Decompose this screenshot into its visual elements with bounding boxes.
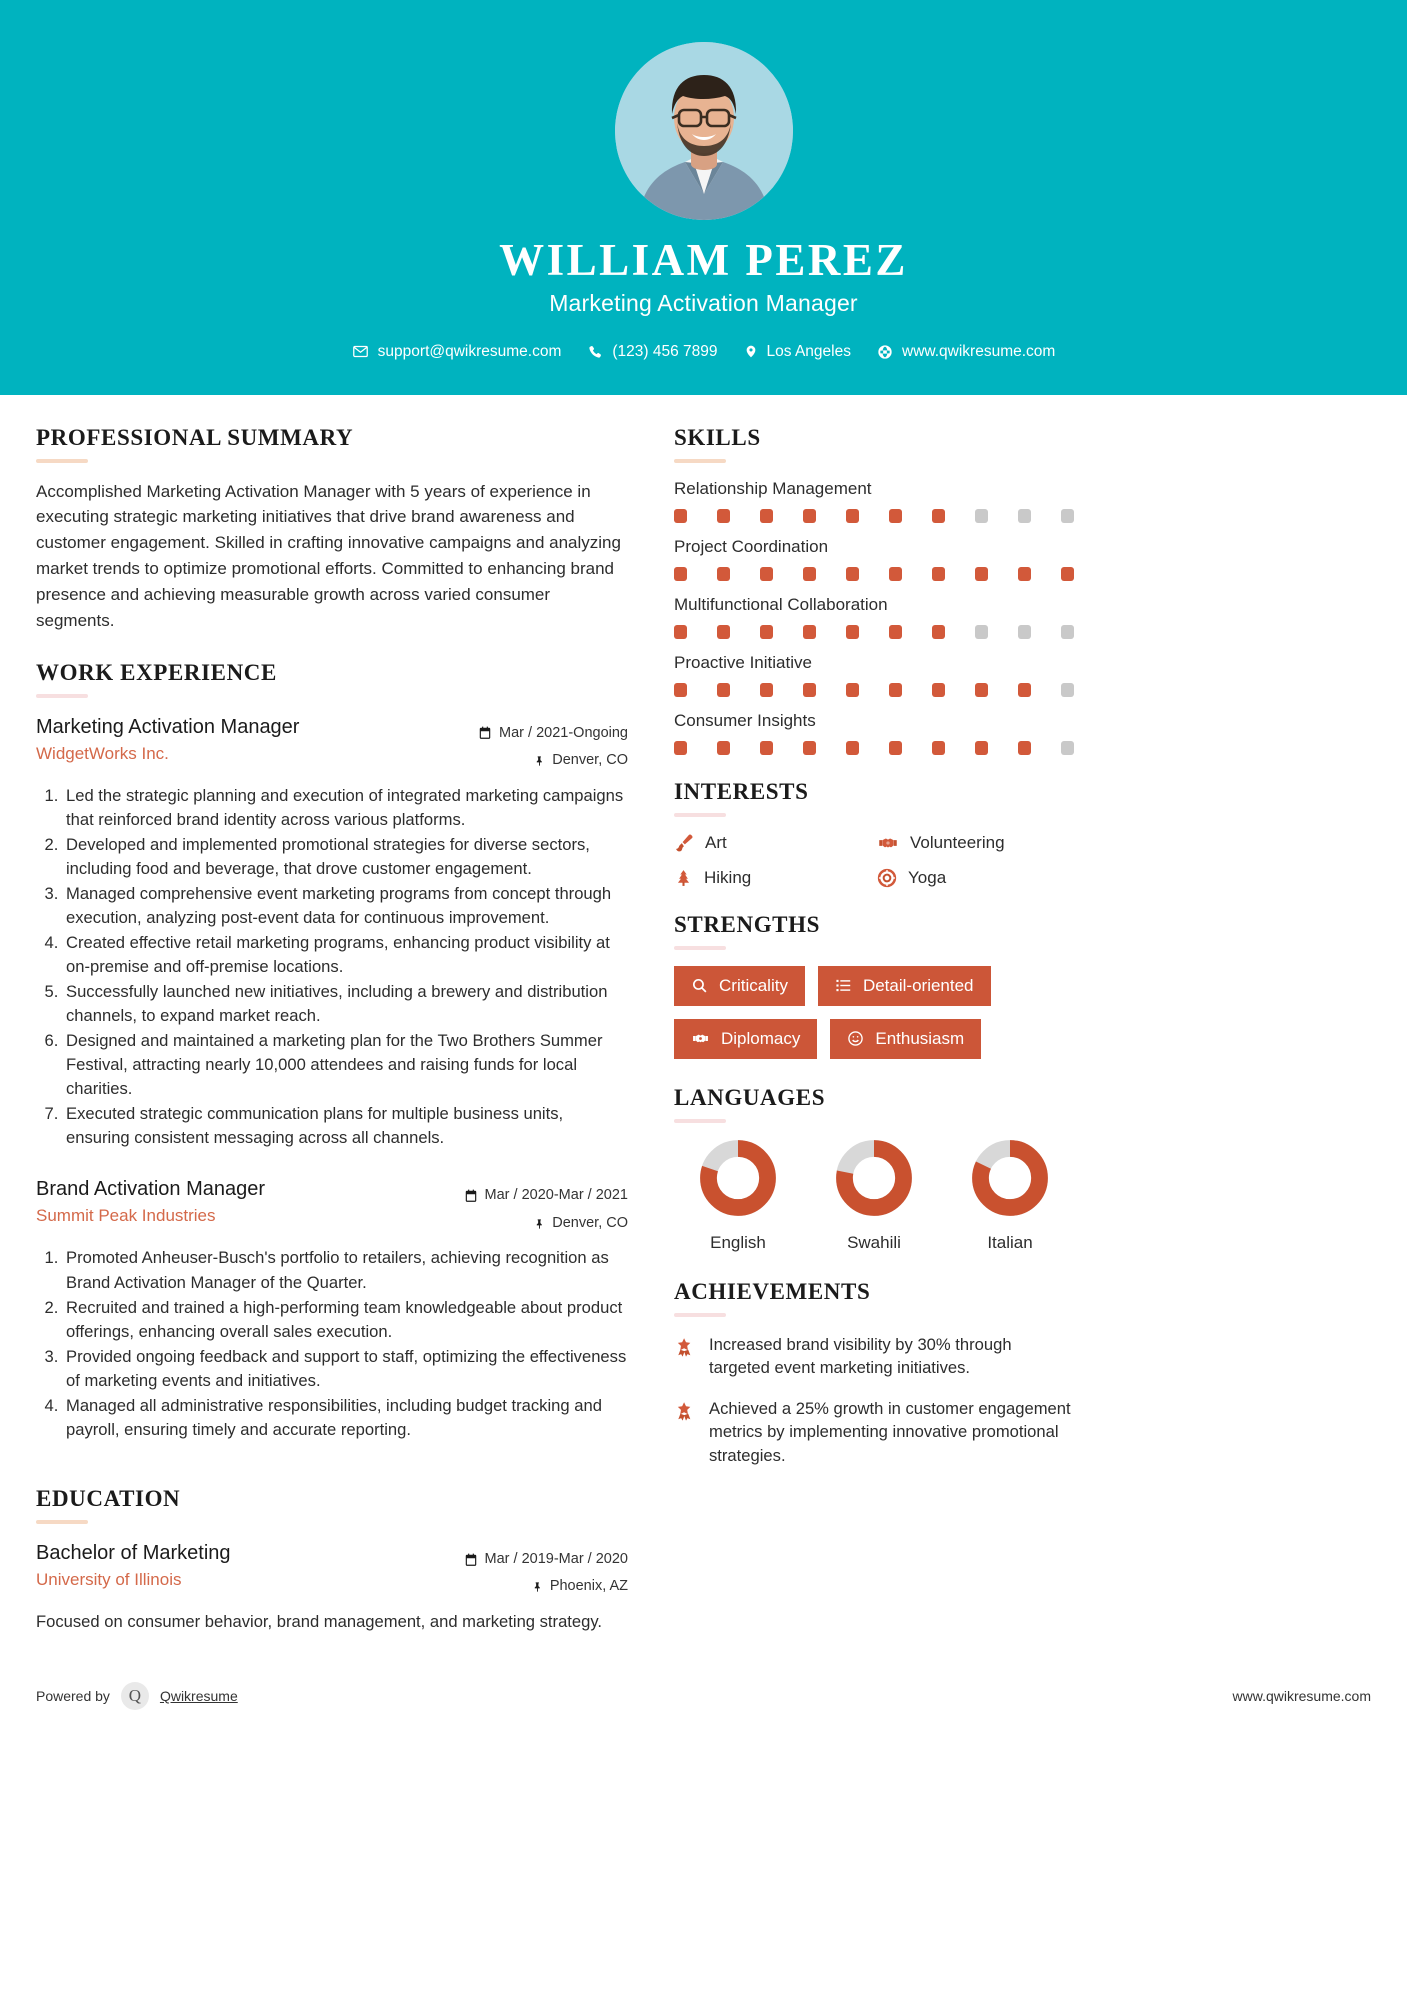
skill-dot-filled <box>674 683 687 697</box>
work-dates-line <box>464 1182 628 1210</box>
section-rule <box>674 1119 726 1123</box>
work-role: Brand Activation Manager <box>36 1178 266 1201</box>
skill-label: Proactive Initiative <box>674 652 812 672</box>
language-donut-chart <box>971 1139 1049 1217</box>
handshake-icon <box>877 833 899 853</box>
work-bullet: 2. Recruited and trained a high-performing team knowledgeable about product offerings, enhancing overall sales execution. <box>63 1296 628 1344</box>
languages-grid <box>674 1139 1074 1253</box>
skill-dot-filled <box>674 741 687 755</box>
skill-dot-filled <box>760 625 773 639</box>
envelope-icon <box>352 343 369 360</box>
work-bullet: 3. Provided ongoing feedback and support to staff, optimizing the effectiveness of marketing events and initiatives. <box>63 1345 628 1393</box>
contact-email[interactable] <box>352 343 562 361</box>
skill-item <box>674 595 1074 639</box>
paintbrush-icon <box>674 833 694 853</box>
skill-dot-filled <box>889 741 902 755</box>
work-bullet: 7. Executed strategic communication plans for multiple business units, ensuring consistent messaging across all channels. <box>63 1102 628 1150</box>
education-dates: Mar / 2019-Mar / 2020 <box>484 1550 628 1567</box>
skill-rating <box>674 683 1074 697</box>
section-rule <box>36 694 88 698</box>
skill-dot-filled <box>846 509 859 523</box>
work-entry-meta <box>464 1176 628 1237</box>
skill-item <box>674 537 1074 581</box>
strength-label: Detail-oriented <box>862 975 974 995</box>
strengths-grid <box>674 966 1074 1059</box>
contact-location <box>744 343 851 361</box>
interests-grid <box>674 833 1074 888</box>
resume-header <box>0 0 1407 395</box>
skill-dot-filled <box>846 683 859 697</box>
education-entry-left <box>36 1540 452 1590</box>
education-location: Phoenix, AZ <box>549 1578 628 1595</box>
section-education <box>36 1486 628 1634</box>
map-pin-icon <box>744 343 758 360</box>
work-entry <box>36 714 628 1151</box>
section-professional-summary <box>36 425 628 634</box>
pushpin-icon <box>534 754 545 768</box>
smiley-icon <box>847 1030 864 1047</box>
interest-item <box>674 868 871 888</box>
education-entry-meta <box>464 1540 628 1601</box>
language-item <box>946 1139 1074 1253</box>
skill-dot-filled <box>717 683 730 697</box>
section-rule <box>674 946 726 950</box>
skill-dot-filled <box>803 509 816 523</box>
contact-email-text: support@qwikresume.com <box>377 342 562 360</box>
work-company: Summit Peak Industries <box>36 1206 216 1226</box>
work-bullet: 1. Led the strategic planning and execution of integrated marketing campaigns that reinforced brand identity across various platforms. <box>63 784 628 832</box>
award-star-icon <box>674 1400 696 1422</box>
candidate-job-title: Marketing Activation Manager <box>549 289 858 316</box>
skill-dot-filled <box>889 625 902 639</box>
work-role: Marketing Activation Manager <box>36 715 300 738</box>
section-languages <box>674 1085 1074 1253</box>
work-bullet: 2. Developed and implemented promotional strategies for diverse sectors, including food and beverage, that drove customer engagement. <box>63 833 628 881</box>
interest-label: Yoga <box>908 867 947 887</box>
section-title-languages: LANGUAGES <box>674 1084 826 1110</box>
strength-label: Criticality <box>719 975 788 995</box>
contact-website[interactable] <box>877 343 1055 361</box>
skill-dot-filled <box>760 567 773 581</box>
skill-dot-filled <box>846 567 859 581</box>
avatar <box>615 42 793 220</box>
powered-by-label: Powered by <box>36 1687 110 1704</box>
section-strengths <box>674 912 1074 1059</box>
powered-by-block <box>36 1682 238 1710</box>
skill-dot-filled <box>932 741 945 755</box>
search-icon <box>691 977 708 994</box>
work-bullet-list <box>36 1246 628 1441</box>
skill-dot-empty <box>1061 509 1074 523</box>
calendar-icon <box>464 1189 478 1203</box>
language-donut-chart <box>699 1139 777 1217</box>
skill-item <box>674 479 1074 523</box>
language-label: Swahili <box>847 1232 901 1252</box>
skill-dot-filled <box>717 509 730 523</box>
section-skills <box>674 425 1074 755</box>
education-degree: Bachelor of Marketing <box>36 1541 231 1564</box>
skill-dot-filled <box>717 625 730 639</box>
section-work-experience <box>36 660 628 1442</box>
work-entry-left <box>36 1176 452 1226</box>
skill-dot-empty <box>975 625 988 639</box>
work-bullet: 4. Managed all administrative responsibilities, including budget tracking and payroll, ensuring timely and accurate reporting. <box>63 1394 628 1442</box>
skill-label: Consumer Insights <box>674 710 816 730</box>
section-title-education: EDUCATION <box>36 1485 181 1511</box>
skill-dot-empty <box>1018 509 1031 523</box>
strength-tag-diplomacy <box>674 1019 817 1059</box>
skill-dot-filled <box>932 625 945 639</box>
skill-rating <box>674 567 1074 581</box>
avatar-photo-icon <box>615 42 793 220</box>
skill-dot-filled <box>803 567 816 581</box>
tree-icon <box>674 868 693 888</box>
section-rule <box>674 813 726 817</box>
skill-dot-filled <box>1018 567 1031 581</box>
skill-item <box>674 711 1074 755</box>
skill-dot-filled <box>674 509 687 523</box>
skill-dot-filled <box>803 741 816 755</box>
phone-icon <box>587 344 603 360</box>
skill-dot-filled <box>717 567 730 581</box>
skill-rating <box>674 509 1074 523</box>
skill-dot-filled <box>803 625 816 639</box>
work-bullet: 6. Designed and maintained a marketing plan for the Two Brothers Summer Festival, attracting nearly 10,000 attendees and raising funds for local charities. <box>63 1029 628 1101</box>
skill-dot-filled <box>846 741 859 755</box>
section-achievements <box>674 1279 1074 1468</box>
interest-label: Hiking <box>704 867 752 887</box>
interest-item <box>877 868 1074 888</box>
resume-body <box>0 395 1407 1634</box>
work-entry-meta <box>478 714 628 775</box>
skill-dot-filled <box>760 741 773 755</box>
skill-dot-filled <box>889 567 902 581</box>
work-location: Denver, CO <box>552 1214 628 1231</box>
pushpin-icon <box>534 1217 545 1231</box>
qwikresume-link[interactable]: Qwikresume <box>159 1687 238 1704</box>
skill-dot-filled <box>932 567 945 581</box>
work-location-line <box>478 747 628 775</box>
strength-tag-detail-oriented <box>818 966 991 1006</box>
section-rule <box>674 1313 726 1317</box>
work-entry <box>36 1176 628 1441</box>
skill-dot-filled <box>803 683 816 697</box>
work-dates: Mar / 2021-Ongoing <box>499 724 628 741</box>
skill-item <box>674 653 1074 697</box>
skill-dot-filled <box>846 625 859 639</box>
interest-label: Art <box>705 832 727 852</box>
interest-item <box>674 833 871 853</box>
pushpin-icon <box>532 1580 543 1594</box>
section-rule <box>674 459 726 463</box>
skill-dot-filled <box>889 683 902 697</box>
handshake-icon <box>691 1030 710 1047</box>
work-bullet-list <box>36 784 628 1151</box>
skill-dot-empty <box>1018 625 1031 639</box>
skill-dot-empty <box>975 509 988 523</box>
section-title-summary: PROFESSIONAL SUMMARY <box>36 424 354 450</box>
work-dates-line <box>478 720 628 748</box>
language-label: English <box>710 1232 766 1252</box>
strength-tag-criticality <box>674 966 805 1006</box>
strength-tag-enthusiasm <box>830 1019 981 1059</box>
work-entry-head <box>36 714 628 775</box>
list-icon <box>835 977 852 994</box>
left-column <box>36 425 628 1634</box>
contact-phone[interactable] <box>587 343 717 361</box>
contact-website-text: www.qwikresume.com <box>902 342 1056 360</box>
achievements-list <box>674 1333 1074 1468</box>
award-star-icon <box>674 1336 696 1358</box>
skill-label: Relationship Management <box>674 478 872 498</box>
skill-dot-empty <box>1061 683 1074 697</box>
skill-dot-filled <box>975 683 988 697</box>
skill-dot-filled <box>932 509 945 523</box>
section-title-work: WORK EXPERIENCE <box>36 659 277 685</box>
section-title-strengths: STRENGTHS <box>674 911 821 937</box>
language-label: Italian <box>987 1232 1033 1252</box>
education-school: University of Illinois <box>36 1569 182 1589</box>
skill-dot-filled <box>674 625 687 639</box>
strength-label: Diplomacy <box>721 1028 801 1048</box>
interest-label: Volunteering <box>910 832 1005 852</box>
skill-dot-filled <box>717 741 730 755</box>
work-bullet: 3. Managed comprehensive event marketing programs from concept through execution, analyzing post-event data for continuous improvement. <box>63 882 628 930</box>
work-bullet: 5. Successfully launched new initiatives, including a brewery and distribution channels, to expand market reach. <box>63 980 628 1028</box>
skill-rating <box>674 741 1074 755</box>
education-dates-line <box>464 1546 628 1574</box>
education-location-line <box>464 1573 628 1601</box>
language-item <box>674 1139 802 1253</box>
resume-footer <box>0 1660 1407 1736</box>
skill-dot-filled <box>760 509 773 523</box>
section-rule <box>36 1520 88 1524</box>
work-entry-left <box>36 714 466 764</box>
skill-label: Project Coordination <box>674 536 829 556</box>
skill-dot-filled <box>889 509 902 523</box>
language-donut-chart <box>835 1139 913 1217</box>
skill-dot-filled <box>1018 741 1031 755</box>
qwikresume-logo-icon: Q <box>121 1682 149 1710</box>
section-title-interests: INTERESTS <box>674 778 809 804</box>
education-entry <box>36 1540 628 1634</box>
work-dates: Mar / 2020-Mar / 2021 <box>484 1187 628 1204</box>
achievement-item <box>674 1397 1074 1468</box>
calendar-icon <box>464 1553 478 1567</box>
calendar-icon <box>478 726 492 740</box>
work-location-line <box>464 1210 628 1238</box>
contact-row <box>0 343 1407 361</box>
section-title-skills: SKILLS <box>674 424 761 450</box>
achievement-item <box>674 1333 1074 1380</box>
work-entry-head <box>36 1176 628 1237</box>
candidate-name: WILLIAM PEREZ <box>499 235 908 285</box>
skill-rating <box>674 625 1074 639</box>
skill-dot-filled <box>975 567 988 581</box>
contact-location-text: Los Angeles <box>766 342 851 360</box>
work-company: WidgetWorks Inc. <box>36 743 169 763</box>
section-title-achievements: ACHIEVEMENTS <box>674 1278 871 1304</box>
skill-dot-filled <box>1018 683 1031 697</box>
language-item <box>810 1139 938 1253</box>
achievement-text: Increased brand visibility by 30% through targeted event marketing initiatives. <box>709 1334 1012 1378</box>
skill-dot-filled <box>932 683 945 697</box>
contact-phone-text: (123) 456 7899 <box>612 342 718 360</box>
footer-url: www.qwikresume.com <box>1232 1687 1371 1704</box>
skill-dot-empty <box>1061 741 1074 755</box>
education-description: Focused on consumer behavior, brand management, and marketing strategy. <box>36 1611 603 1631</box>
lifebuoy-icon <box>877 868 897 888</box>
globe-icon <box>877 344 893 360</box>
summary-text: Accomplished Marketing Activation Manager with 5 years of experience in executing strategic marketing initiatives that drive brand awareness and customer engagement. Skilled in crafting innovative campaigns and analyzing market trends to optimize promotional efforts. Committed to enhancing brand presence and achieving measurable growth across varied consumer segments. <box>36 481 621 630</box>
achievement-text: Achieved a 25% growth in customer engagement metrics by implementing innovative promotional strategies. <box>709 1398 1071 1465</box>
education-entry-head <box>36 1540 628 1601</box>
section-rule <box>36 459 88 463</box>
work-bullet: 1. Promoted Anheuser-Busch's portfolio to retailers, achieving recognition as Brand Activation Manager of the Quarter. <box>63 1246 628 1294</box>
work-bullet: 4. Created effective retail marketing programs, enhancing product visibility at on-premise and off-premise locations. <box>63 931 628 979</box>
section-interests <box>674 779 1074 888</box>
skill-label: Multifunctional Collaboration <box>674 594 888 614</box>
right-column <box>674 425 1074 1485</box>
skill-dot-filled <box>1061 567 1074 581</box>
skill-dot-filled <box>975 741 988 755</box>
interest-item <box>877 833 1074 853</box>
work-location: Denver, CO <box>552 752 628 769</box>
strength-label: Enthusiasm <box>875 1028 965 1048</box>
skill-dot-filled <box>674 567 687 581</box>
skill-dot-empty <box>1061 625 1074 639</box>
skill-dot-filled <box>760 683 773 697</box>
